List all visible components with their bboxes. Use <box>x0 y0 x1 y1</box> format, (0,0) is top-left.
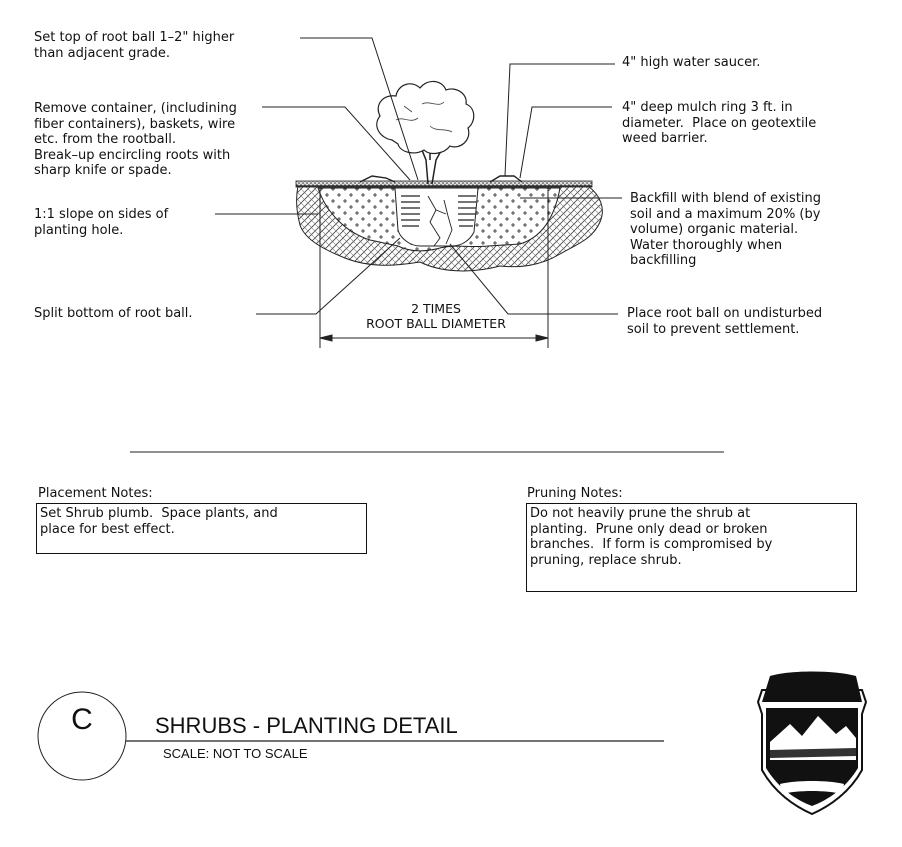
callout-root-ball-placement: Place root ball on undisturbed soil to prevent settlement. <box>627 306 823 337</box>
callout-remove-container: Remove container, (includining fiber containers), baskets, wire etc. from the rootball. Break–up encircling roots with sharp knife or spade. <box>34 101 237 178</box>
callout-backfill: Backfill with blend of existing soil and a maximum 20% (by volume) organic material. Water thoroughly when backfilling <box>630 191 822 268</box>
shrub-crown <box>377 81 474 153</box>
placement-notes-box <box>36 503 367 554</box>
callout-split-bottom: Split bottom of root ball. <box>34 306 193 321</box>
pruning-notes-box <box>526 503 857 592</box>
leader-lines <box>215 38 622 314</box>
dimension-label-bottom: ROOT BALL DIAMETER <box>366 316 506 331</box>
pruning-notes-body: Do not heavily prune the shrub at planting. Prune only dead or broken branches. If form is compromised by pruning, replace shrub. <box>530 506 773 568</box>
detail-letter: C <box>71 703 93 736</box>
callout-mulch-ring: 4" deep mulch ring 3 ft. in diameter. Place on geotextile weed barrier. <box>622 100 817 146</box>
dimension-label-top: 2 TIMES <box>411 301 461 316</box>
detail-title: SHRUBS - PLANTING DETAIL <box>155 713 458 738</box>
callout-water-saucer: 4" high water saucer. <box>622 55 761 70</box>
callout-slope: 1:1 slope on sides of planting hole. <box>34 207 169 238</box>
placement-notes-body: Set Shrub plumb. Space plants, and place for best effect. <box>40 506 278 537</box>
scale-note: SCALE: NOT TO SCALE <box>163 746 308 761</box>
placement-notes-heading: Placement Notes: <box>38 486 153 501</box>
pruning-notes-heading: Pruning Notes: <box>527 486 623 501</box>
root-ball <box>395 188 478 246</box>
windsor-logo <box>758 672 866 815</box>
callout-root-ball-height: Set top of root ball 1–2" higher than adjacent grade. <box>34 30 235 61</box>
